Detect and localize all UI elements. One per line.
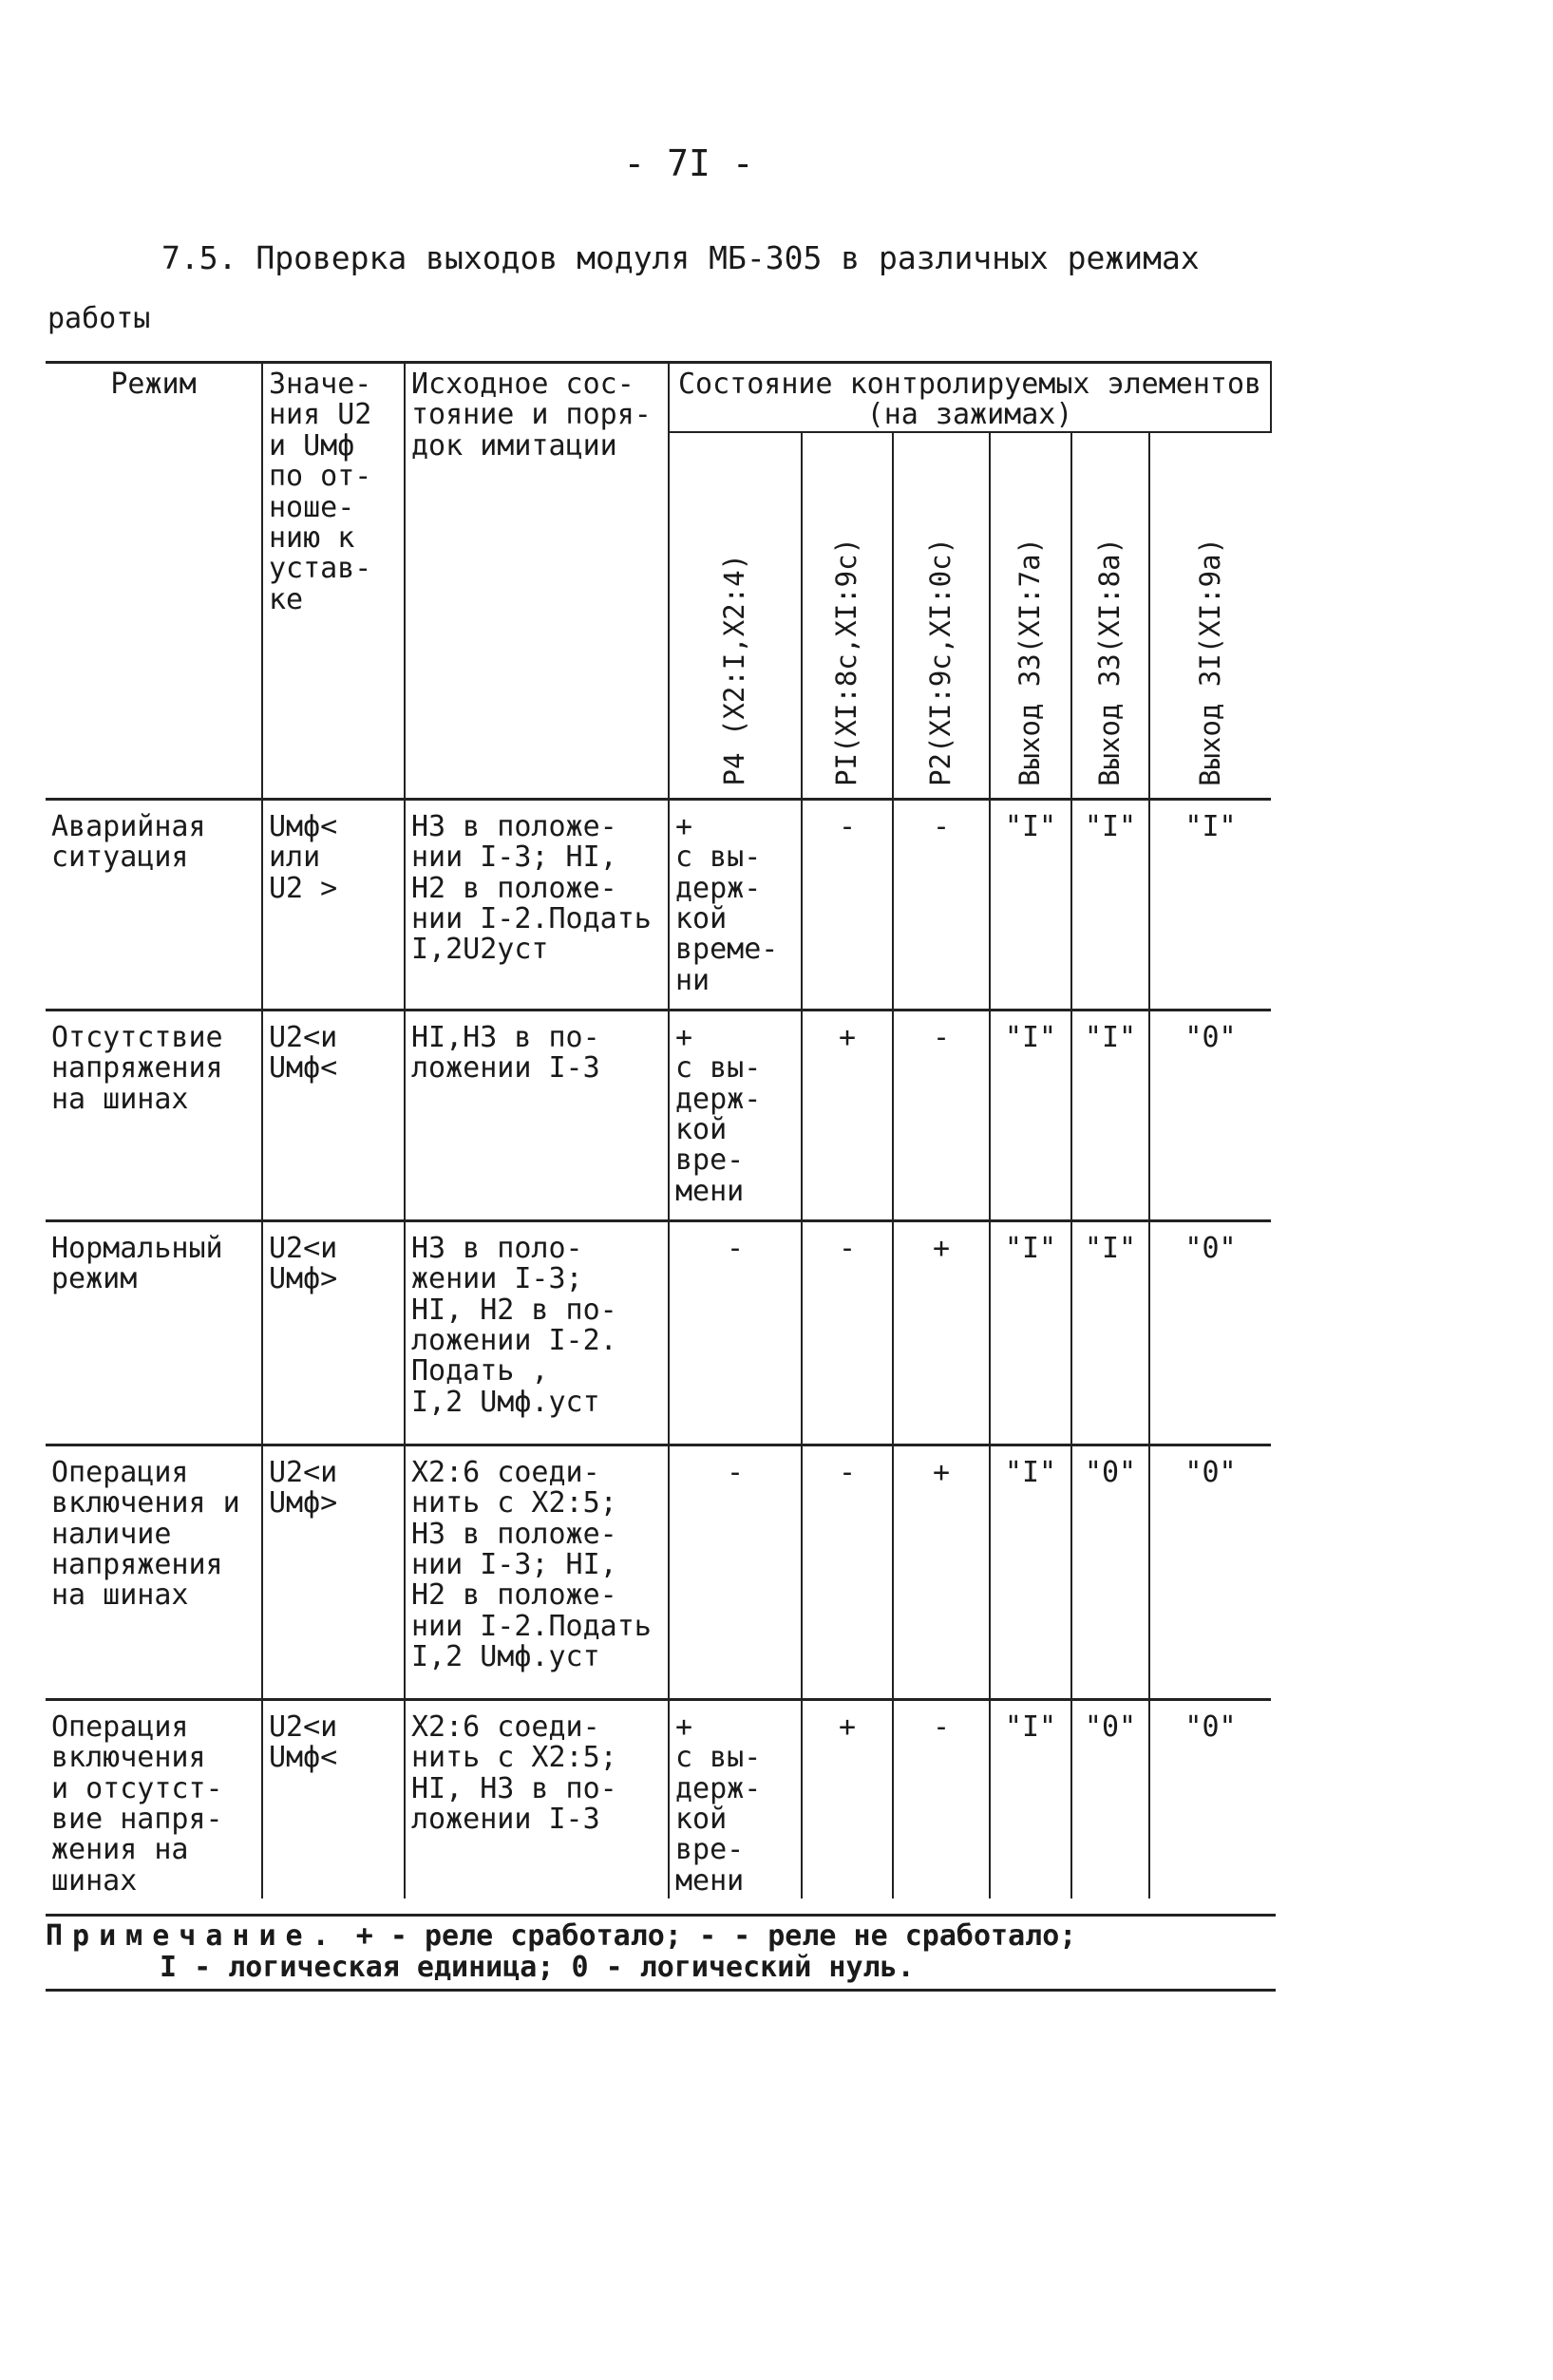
table-row xyxy=(46,799,1271,1010)
state-out-7a: "I" xyxy=(990,1010,1071,1220)
header-col-p1: РI(ХI:8с,ХI:9с) xyxy=(802,432,893,800)
state-p2: - xyxy=(893,1010,990,1220)
row-regime: Аварийная ситуация xyxy=(46,799,262,1010)
row-initial: Н3 в поло- жении I-3; НI, Н2 в по- ложении I-2. Подать , I,2 Uмф.уст xyxy=(405,1220,669,1445)
note-line-2: I - логическая единица; 0 - логический нуль. xyxy=(160,1951,915,1984)
state-out-8a: "I" xyxy=(1071,799,1149,1010)
section-title-continuation: работы xyxy=(47,302,151,335)
row-values: U2<и Uмф> xyxy=(262,1445,405,1699)
table-row xyxy=(46,1220,1271,1445)
header-col-out-9a: Выход 3I(ХI:9а) xyxy=(1149,432,1271,800)
header-col-p2: Р2(ХI:9с,ХI:0с) xyxy=(893,432,990,800)
state-out-8a: "I" xyxy=(1071,1220,1149,1445)
state-out-9a: "I" xyxy=(1149,799,1271,1010)
state-p1: + xyxy=(802,1699,893,1898)
state-out-9a: "0" xyxy=(1149,1699,1271,1898)
row-initial: НI,Н3 в по- ложении I-3 xyxy=(405,1010,669,1220)
state-p1: + xyxy=(802,1010,893,1220)
state-out-7a: "I" xyxy=(990,1699,1071,1898)
header-regime: Режим xyxy=(46,363,262,800)
state-out-9a: "0" xyxy=(1149,1445,1271,1699)
row-values: U2<и Uмф> xyxy=(262,1220,405,1445)
state-p4: - xyxy=(669,1220,802,1445)
state-p2: + xyxy=(893,1220,990,1445)
table-row xyxy=(46,1699,1271,1898)
state-p4: + с вы- держ- кой вре- мени xyxy=(669,1010,802,1220)
state-p1: - xyxy=(802,1445,893,1699)
table-row xyxy=(46,1445,1271,1699)
note-label: Примечание. xyxy=(46,1919,339,1953)
header-col-out-8a: Выход 33(ХI:8а) xyxy=(1071,432,1149,800)
state-p4: - xyxy=(669,1445,802,1699)
state-p4: + с вы- держ- кой време- ни xyxy=(669,799,802,1010)
state-out-7a: "I" xyxy=(990,799,1071,1010)
table-row xyxy=(46,1010,1271,1220)
output-check-table xyxy=(46,361,1272,1898)
table-note xyxy=(46,1914,1276,1992)
header-controlled-elements: Состояние контролируемых элементов (на зажимах) xyxy=(669,363,1271,432)
row-regime: Нормальный режим xyxy=(46,1220,262,1445)
state-p2: - xyxy=(893,1699,990,1898)
state-out-7a: "I" xyxy=(990,1445,1071,1699)
state-out-8a: "I" xyxy=(1071,1010,1149,1220)
note-line-1: + - реле сработало; - - реле не сработало; xyxy=(355,1919,1077,1953)
header-col-p4: Р4 (Х2:I,Х2:4) xyxy=(669,432,802,800)
header-values: Значе- ния U2 и Uмф по от- ноше- нию к устав- ке xyxy=(262,363,405,800)
state-p2: - xyxy=(893,799,990,1010)
state-p1: - xyxy=(802,799,893,1010)
state-out-8a: "0" xyxy=(1071,1699,1149,1898)
state-out-9a: "0" xyxy=(1149,1220,1271,1445)
row-values: U2<и Uмф< xyxy=(262,1010,405,1220)
row-regime: Операция включения и отсутст- вие напря- жения на шинах xyxy=(46,1699,262,1898)
page-number: - 7I - xyxy=(623,142,754,184)
row-values: Uмф< или U2 > xyxy=(262,799,405,1010)
state-p4: + с вы- держ- кой вре- мени xyxy=(669,1699,802,1898)
row-regime: Отсутствие напряжения на шинах xyxy=(46,1010,262,1220)
state-out-8a: "0" xyxy=(1071,1445,1149,1699)
row-values: U2<и Uмф< xyxy=(262,1699,405,1898)
row-initial: Н3 в положе- нии I-3; НI, Н2 в положе- нии I-2.Подать I,2U2уст xyxy=(405,799,669,1010)
header-col-out-7a: Выход 33(ХI:7а) xyxy=(990,432,1071,800)
state-p1: - xyxy=(802,1220,893,1445)
row-regime: Операция включения и наличие напряжения на шинах xyxy=(46,1445,262,1699)
header-initial-state: Исходное сос- тояние и поря- док имитации xyxy=(405,363,669,800)
header-row xyxy=(46,363,1271,432)
section-title: 7.5. Проверка выходов модуля МБ-305 в различных режимах xyxy=(161,239,1200,276)
state-p2: + xyxy=(893,1445,990,1699)
row-initial: Х2:6 соеди- нить с Х2:5; Н3 в положе- нии I-3; НI, Н2 в положе- нии I-2.Подать I,2 Uмф.уст xyxy=(405,1445,669,1699)
state-out-9a: "0" xyxy=(1149,1010,1271,1220)
state-out-7a: "I" xyxy=(990,1220,1071,1445)
row-initial: Х2:6 соеди- нить с Х2:5; НI, Н3 в по- ложении I-3 xyxy=(405,1699,669,1898)
